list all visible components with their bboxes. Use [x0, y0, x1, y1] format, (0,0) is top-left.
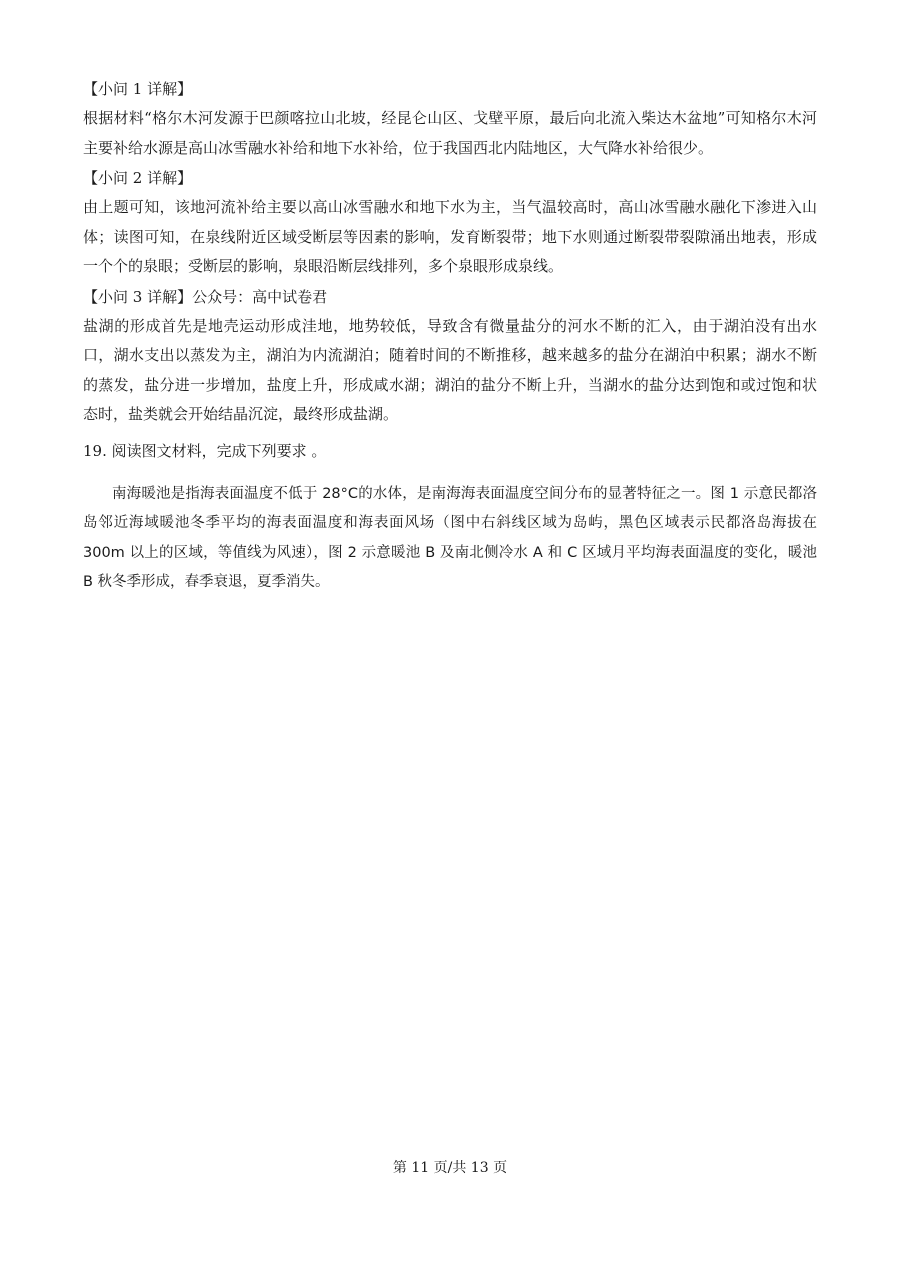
section-body-q2: 由上题可知，该地河流补给主要以高山冰雪融水和地下水为主，当气温较高时，高山冰雪融水融化下渗进入山体；读图可知，在泉线附近区域受断层等因素的影响，发育断裂带；地下水则通过断裂带裂隙涌出地表，形成一个个的泉眼；受断层的影响，泉眼沿断层线排列，多个泉眼形成泉线。 [83, 198, 817, 275]
section-heading-q1: 【小问 1 详解】 [83, 80, 193, 98]
question-19-material: 南海暖池是指海表面温度不低于 28°C的水体，是南海海表面温度空间分布的显著特征之一。图 1 示意民都洛岛邻近海域暖池冬季平均的海表面温度和海表面风场（图中右斜线区域为岛屿，黑色区域表示民都洛岛海拔在 300m 以上的区域，等值线为风速），图 2 示意暖池 B 及南北侧冷水 A 和 C 区域月平均海表面温度的变化，暖池 B 秋冬季形成，春季衰退，夏季消失。 [83, 485, 817, 590]
section-heading-q2: 【小问 2 详解】 [83, 169, 193, 187]
section-body-q3: 盐湖的形成首先是地壳运动形成洼地，地势较低，导致含有微量盐分的河水不断的汇入，由于湖泊没有出水口，湖水支出以蒸发为主，湖泊为内流湖泊；随着时间的不断推移，越来越多的盐分在湖泊中积累；湖水不断的蒸发，盐分进一步增加，盐度上升，形成咸水湖；湖泊的盐分不断上升，当湖水的盐分达到饱和或过饱和状态时，盐类就会开始结晶沉淀，最终形成盐湖。 [83, 316, 817, 423]
section-heading-q3: 【小问 3 详解】公众号：高中试卷君 [83, 287, 328, 306]
section-body-q1: 根据材料“格尔木河发源于巴颜喀拉山北坡，经昆仑山区、戈壁平原，最后向北流入柴达木盆地”可知格尔木河主要补给水源是高山冰雪融水补给和地下水补给，位于我国西北内陆地区，大气降水补给很少。 [83, 109, 817, 157]
page-content [83, 74, 817, 612]
page-footer: 第 11 页/共 13 页 [392, 1160, 508, 1176]
question-19-title: 19. 阅读图文材料，完成下列要求 。 [83, 441, 327, 460]
